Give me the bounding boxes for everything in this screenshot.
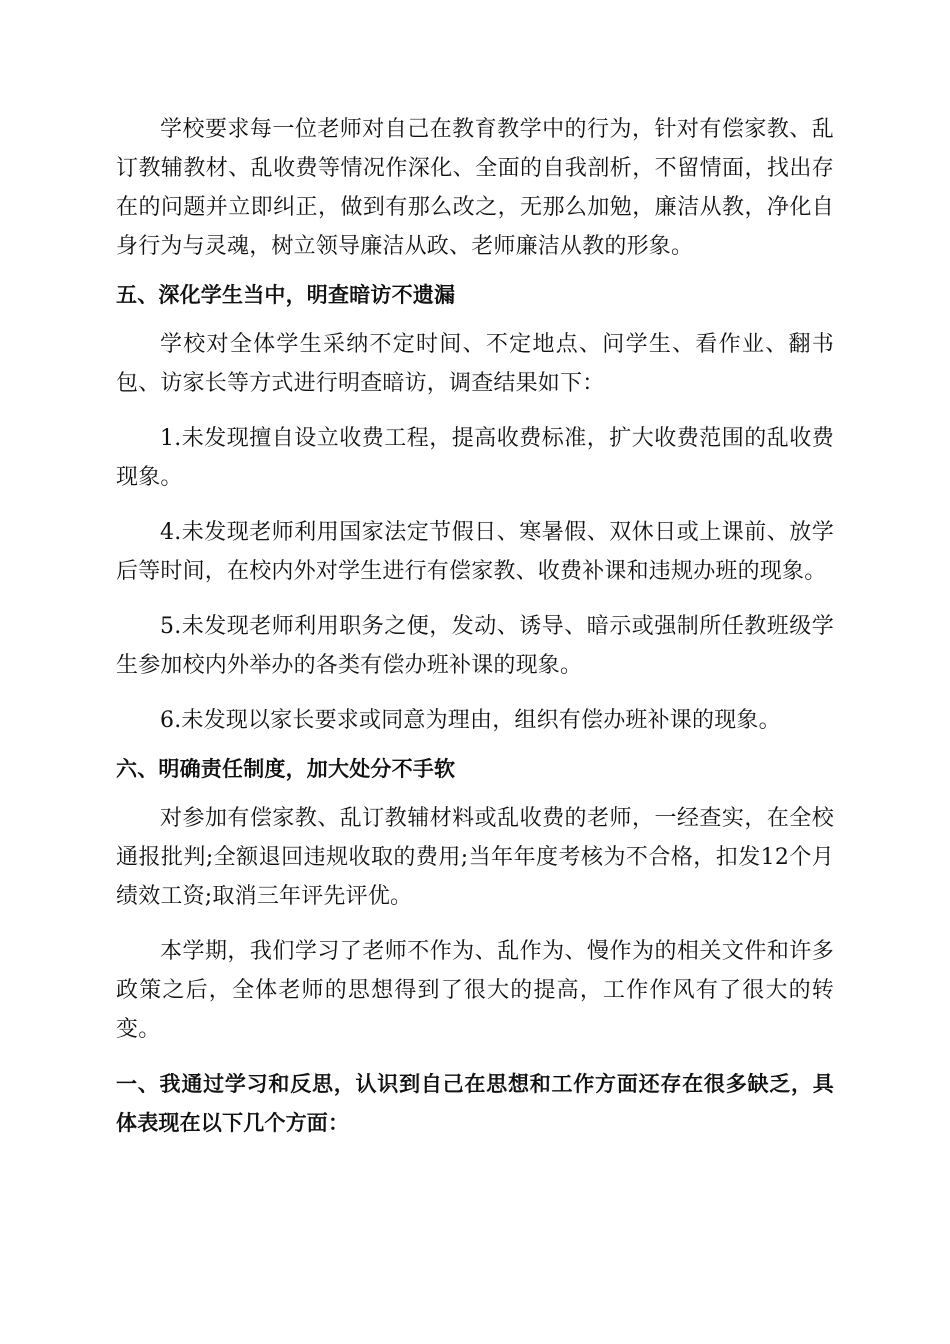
paragraph-penalties: 对参加有偿家教、乱订教辅材料或乱收费的老师，一经查实，在全校通报批判;全额退回违规收取的费用;当年年度考核为不合格，扣发12个月绩效工资;取消三年评先评优。 [116,806,834,909]
finding-item-6: 6.未发现以家长要求或同意为理由，组织有偿办班补课的现象。 [160,708,781,733]
paragraph-semester-summary: 本学期，我们学习了老师不作为、乱作为、慢作为的相关文件和许多政策之后，全体老师的思想得到了很大的提高，工作作风有了很大的转变。 [116,939,834,1042]
section-heading-six: 六、明确责任制度，加大处分不手软 [116,757,456,781]
section-heading-one: 一、我通过学习和反思，认识到自己在思想和工作方面还存在很多缺乏，具体表现在以下几个方面： [116,1072,834,1135]
paragraph-self-examination: 学校要求每一位老师对自己在教育教学中的行为，针对有偿家教、乱订教辅教材、乱收费等情况作深化、全面的自我剖析，不留情面，找出存在的问题并立即纠正，做到有那么改之，无那么加勉，廉洁从教，净化自身行为与灵魂，树立领导廉洁从政、老师廉洁从教的形象。 [116,117,834,259]
finding-item-1: 1.未发现擅自设立收费工程，提高收费标准，扩大收费范围的乱收费现象。 [116,426,834,490]
finding-item-4: 4.未发现老师利用国家法定节假日、寒暑假、双休日或上课前、放学后等时间，在校内外对学生进行有偿家教、收费补课和违规办班的现象。 [116,520,834,584]
paragraph-inspection-intro: 学校对全体学生采纳不定时间、不定地点、问学生、看作业、翻书包、访家长等方式进行明查暗访，调查结果如下： [116,332,834,396]
section-heading-five: 五、深化学生当中，明查暗访不遗漏 [116,283,456,307]
document-body [116,110,834,1143]
finding-item-5: 5.未发现老师利用职务之便，发动、诱导、暗示或强制所任教班级学生参加校内外举办的各类有偿办班补课的现象。 [116,614,834,678]
